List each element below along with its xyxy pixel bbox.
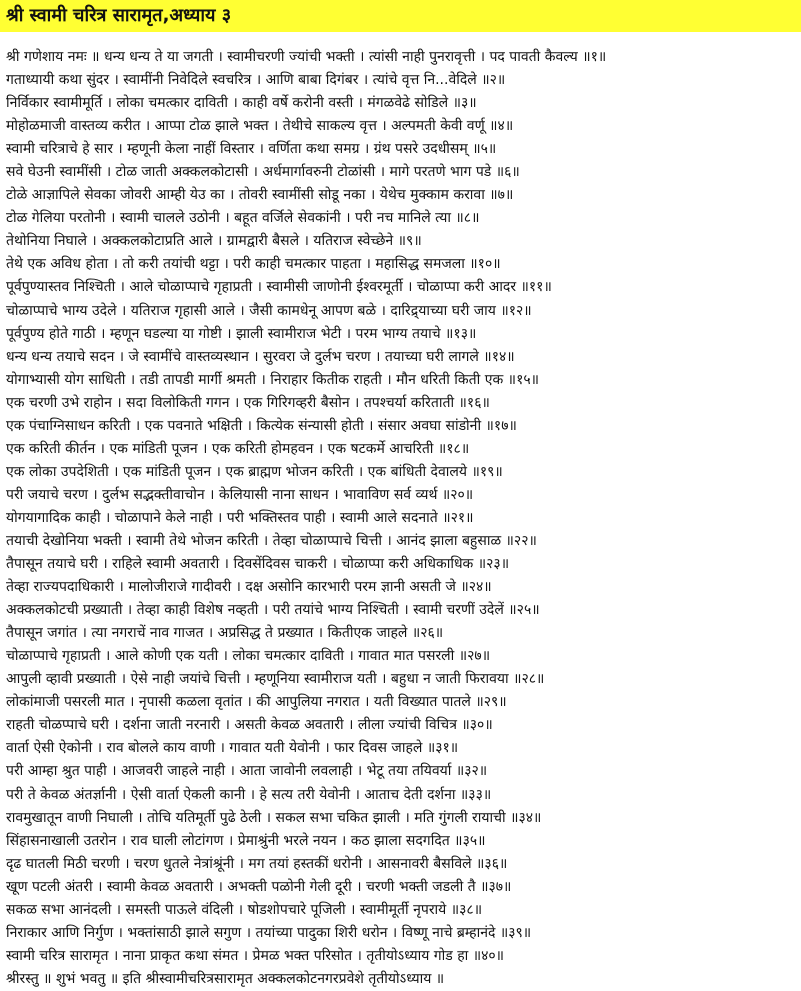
verse-line: तेथोनिया निघाले । अक्कलकोटाप्रति आले । ग्रामद्वारी बैसले । यतिराज स्वेच्छेने ॥९॥	[6, 233, 422, 250]
verse-line: तेव्हा राज्यपदाधिकारी । मालोजीराजे गादीवरी । दक्ष असोनि कारभारी परम ज्ञानी असती जे ॥२४॥	[6, 579, 492, 596]
verse-line: लोकांमाजी पसरली मात । नृपासी कळला वृतांत । की आपुलिया नगरात । यती विख्यात पातले ॥२९॥	[6, 694, 507, 711]
verse-line: गताध्यायी कथा सुंदर । स्वामींनी निवेदिले स्वचरित्र । आणि बाबा दिगंबर । त्यांचे वृत्त नि...वेदिले ॥२॥	[6, 72, 506, 89]
verse-line: एक करिती कीर्तन । एक मांडिती पूजन । एक करिती होमहवन । एक षटकर्मे आचरिती ॥१८॥	[6, 440, 470, 457]
verse-line: परी आम्हा श्रुत पाही । आजवरी जाहले नाही । आता जावोनी लवलाही । भेटू तया तयिवर्या ॥३२॥	[6, 763, 488, 780]
verse-line: एक लोका उपदेशिती । एक मांडिती पूजन । एक ब्राह्मण भोजन करिती । एक बांधिती देवालये ॥१९॥	[6, 463, 503, 480]
verse-line: तैपासून जगांत । त्या नगराचें नाव गाजत । अप्रसिद्ध ते प्रख्यात । कितीएक जाहले ॥२६॥	[6, 625, 444, 642]
verse-line: आपुली व्हावी प्रख्याती । ऐसे नाही जयांचे चित्ती । म्हणूनिया स्वामीराज यती । बहुधा न जाती फिरावया ॥२८॥	[6, 671, 545, 688]
verse-line: योगाभ्यासी योग साधिती । तडी तापडी मार्गी श्रमती । निराहार कितीक राहती । मौन धरिती किती एक ॥१५॥	[6, 371, 540, 388]
verse-line: एक पंचाग्निसाधन करिती । एक पवनाते भक्षिती । कित्येक संन्यासी होती । संसार अवघा सांडोनी ॥१७॥	[6, 417, 517, 434]
verse-line: टोळे आज्ञापिले सेवका जोवरी आम्ही येउ का । तोवरी स्वामींसी सोडू नका । येथेच मुक्काम करावा ॥७॥	[6, 187, 514, 204]
verse-line: तेथे एक अविध होता । तो करी तयांची थट्टा । परी काही चमत्कार पाहता । महासिद्ध समजला ॥१०॥	[6, 256, 501, 273]
verse-line: वार्ता ऐसी ऐकोनी । राव बोलले काय वाणी । गावात यती येवोनी । फार दिवस जाहले ॥३१॥	[6, 740, 459, 757]
verse-line: टोळ गेलिया परतोनी । स्वामी चालले उठोनी । बहूत वर्जिले सेवकांनी । परी नच मानिले त्या ॥८॥	[6, 210, 480, 227]
verse-line: स्वामी चरित्र सारामृत । नाना प्राकृत कथा संमत । प्रेमळ भक्त परिसोत । तृतीयोऽध्याय गोड हा ॥४०॥	[6, 947, 505, 964]
verse-line: पूर्वपुण्य होते गाठी । म्हणून घडल्या या गोष्टी । झाली स्वामीराज भेटी । परम भाग्य तयाचे ॥१३॥	[6, 325, 477, 342]
verse-line: सिंहासनाखाली उतरोन । राव घाली लोटांगण । प्रेमाश्रुंनी भरले नयन । कठ झाला सदगदित ॥३५॥	[6, 832, 486, 849]
verse-line: खूण पटली अंतरी । स्वामी केवळ अवतारी । अभक्ती पळोनी गेली दूरी । चरणी भक्ती जडली तै ॥३७॥	[6, 878, 512, 895]
verse-line: तयाची देखोनिया भक्ती । स्वामी तेथे भोजन करिती । तेव्हा चोळाप्पाचे चित्ती । आनंद झाला बहुसाळ ॥२२॥	[6, 532, 537, 549]
verse-line: स्वामी चरित्राचे हे सार । म्हणूनी केला नाहीं विस्तार । वर्णिता कथा समग्र । ग्रंथ पसरे उदधीसम् ॥५॥	[6, 141, 497, 158]
verse-line: परी जयाचे चरण । दुर्लभ सद्भक्तीवाचोन । केलियासी नाना साधन । भावाविण सर्व व्यर्थ ॥२०॥	[6, 486, 474, 503]
verse-line: राहती चोळप्पाचे घरी । दर्शना जाती नरनारी । असती केवळ अवतारी । लीला ज्यांची विचित्र ॥३०॥	[6, 717, 493, 734]
verse-line: धन्य धन्य तयाचे सदन । जे स्वामींचे वास्तव्यस्थान । सुरवरा जे दुर्लभ चरण । तयाच्या घरी लागले ॥१४॥	[6, 348, 515, 365]
verse-line: एक चरणी उभे राहोन । सदा विलोकिती गगन । एक गिरिगव्हरी बैसोन । तपश्चर्या करिताती ॥१६॥	[6, 394, 490, 411]
verse-line: रावमुखातून वाणी निघाली । तोचि यतिमूर्ती पुढे ठेली । सकल सभा चकित झाली । मति गुंगली रायाची ॥३४॥	[6, 809, 542, 826]
closing-line: श्रीरस्तु ॥ शुभं भवतु ॥ इति श्रीस्वामीचरित्रसारामृत अक्कलकोटनगरप्रवेशे तृतीयोऽध्याय ॥	[6, 970, 445, 987]
verse-line: चोळाप्पाचे गृहाप्रती । आले कोणी एक यती । लोका चमत्कार दाविती । गावात मात पसरली ॥२७॥	[6, 648, 491, 665]
verse-line: परी ते केवळ अंतर्ज्ञानी । ऐसी वार्ता ऐकली कानी । हे सत्य तरी येवोनी । आताच देती दर्शना ॥३३॥	[6, 786, 492, 803]
chapter-title: श्री स्वामी चरित्र सारामृत,अध्याय ३	[0, 0, 801, 32]
verse-list	[6, 46, 796, 991]
verse-line: सवे घेउनी स्वामींसी । टोळ जाती अक्कलकोटासी । अर्धमार्गावरुनी टोळांसी । मागे परतणे भाग पडे ॥६॥	[6, 164, 520, 181]
verse-line: निर्विकार स्वामीमूर्ति । लोका चमत्कार दाविती । काही वर्षे करोनी वस्ती । मंगळवेढे सोडिले ॥३॥	[6, 95, 477, 112]
verse-line: श्री गणेशाय नमः ॥ धन्य धन्य ते या जगती । स्वामीचरणी ज्यांची भक्ती । त्यांसी नाही पुनरावृत्ती । पद पावती कैवल्य ॥१॥	[6, 49, 607, 65]
verse-line: निराकार आणि निर्गुण । भक्तांसाठी झाले सगुण । तयांच्या पादुका शिरी धरोन । विष्णू नाचे ब्रम्हानंदे ॥३९॥	[6, 924, 532, 941]
verse-line: योगयागादिक काही । चोळापाने केले नाही । परी भक्तिस्तव पाही । स्वामी आले सदनाते ॥२१॥	[6, 509, 474, 526]
verse-line: सकळ सभा आनंदली । समस्ती पाऊले वंदिली । षोडशोपचारे पूजिली । स्वामीमूर्ती नृपराये ॥३८॥	[6, 901, 483, 918]
verse-line: पूर्वपुण्यास्तव निश्चिती । आले चोळाप्पाचे गृहाप्रती । स्वामीसी जाणोनी ईश्वरमूर्ती । चोळाप्पा करी आदर ॥११॥	[6, 279, 552, 296]
verse-line: अक्कलकोटची प्रख्याती । तेव्हा काही विशेष नव्हती । परी तयांचे भाग्य निश्चिती । स्वामी चरणीं उदेलें ॥२५॥	[6, 602, 540, 619]
verse-line: दृढ घातली मिठी चरणी । चरण धुतले नेत्रांश्रूंनी । मग तयां हस्तकीं धरोनी । आसनावरी बैसविले ॥३६॥	[6, 855, 508, 872]
verse-line: मोहोळमाजी वास्तव्य करीत । आप्पा टोळ झाले भक्त । तेथीचे साकल्य वृत्त । अल्पमती केवी वर्णू ॥४॥	[6, 118, 514, 135]
verse-line: तैपासून तयाचे घरी । राहिले स्वामी अवतारी । दिवसेंदिवस चाकरी । चोळाप्पा करी अधिकाधिक ॥२३॥	[6, 556, 510, 573]
verse-line: चोळाप्पाचे भाग्य उदेले । यतिराज गृहासी आले । जैसी कामधेनू आपण बळे । दारिद्र्याच्या घरी जाय ॥१२॥	[6, 302, 532, 319]
